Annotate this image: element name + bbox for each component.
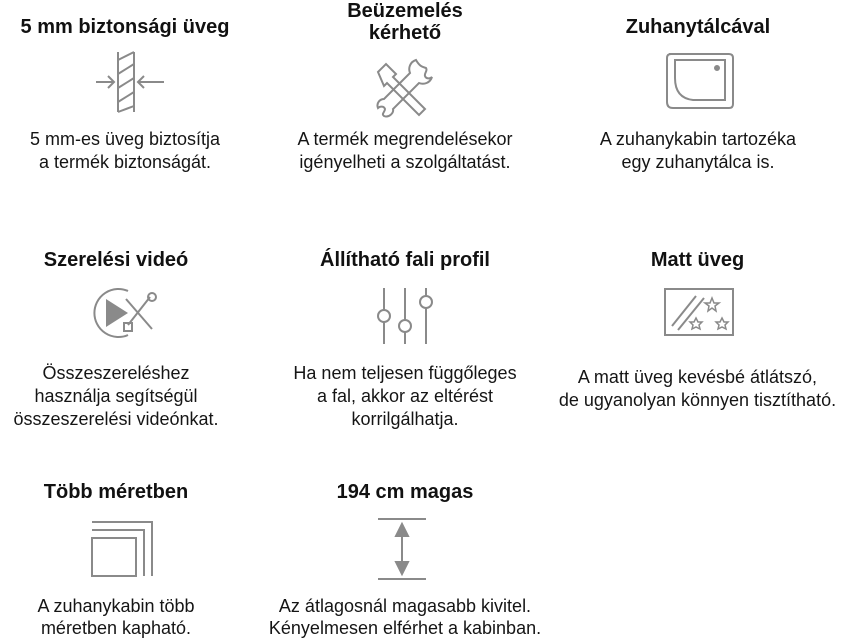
- safety-glass-icon: [94, 46, 166, 118]
- feature-desc-line: igényelheti a szolgáltatást.: [299, 152, 511, 172]
- feature-desc-line: A termék megrendelésekor: [297, 129, 513, 149]
- feature-desc-line: egy zuhanytálca is.: [621, 152, 775, 172]
- shower-tray-icon: [663, 50, 735, 112]
- feature-shower-tray: [573, 0, 823, 200]
- feature-title: 194 cm magas: [336, 481, 474, 503]
- feature-desc-line: A zuhanykabin több: [37, 596, 195, 616]
- installation-tools-icon: [372, 54, 438, 120]
- feature-title: Állítható fali profil: [320, 249, 490, 271]
- feature-title: Matt üveg: [650, 249, 745, 271]
- feature-desc-line: Összeszereléshez: [42, 363, 190, 383]
- feature-title: Zuhanytálcával: [625, 16, 771, 38]
- feature-title: Szerelési videó: [43, 249, 189, 271]
- feature-desc-line: méretben kapható.: [40, 618, 192, 638]
- feature-installation: [280, 0, 530, 200]
- feature-title: Több méretben: [43, 481, 189, 503]
- feature-desc-line: korrilgálhatja.: [351, 409, 459, 429]
- feature-title: 5 mm biztonsági üveg: [20, 16, 230, 38]
- feature-desc-line: A zuhanykabin tartozéka: [599, 129, 797, 149]
- feature-height: [250, 470, 560, 639]
- feature-desc-line: 5 mm-es üveg biztosítja: [29, 129, 221, 149]
- feature-title: kérhető: [368, 22, 442, 44]
- adjustable-profile-icon: [374, 284, 436, 348]
- multiple-sizes-icon: [88, 518, 156, 580]
- feature-safety-glass: [0, 0, 250, 200]
- feature-desc-line: összeszerelési videónkat.: [13, 409, 219, 429]
- feature-desc-line: de ugyanolyan könnyen tisztítható.: [558, 390, 837, 410]
- feature-adjustable-profile: [280, 240, 530, 440]
- feature-desc-line: a termék biztonságát.: [38, 152, 212, 172]
- height-arrow-icon: [374, 516, 430, 582]
- feature-multiple-sizes: [0, 470, 232, 639]
- feature-matte-glass: [540, 240, 855, 440]
- feature-desc-line: Kényelmesen elférhet a kabinban.: [268, 618, 542, 638]
- feature-desc-line: használja segítségül: [34, 386, 198, 406]
- feature-title: Beüzemelés: [347, 0, 463, 22]
- feature-desc-line: a fal, akkor az eltérést: [316, 386, 494, 406]
- feature-assembly-video: [0, 240, 232, 440]
- feature-desc-line: Az átlagosnál magasabb kivitel.: [278, 596, 532, 616]
- feature-desc-line: A matt üveg kevésbé átlátszó,: [577, 367, 818, 387]
- assembly-video-icon: [88, 285, 160, 341]
- matte-glass-icon: [662, 286, 736, 338]
- feature-desc-line: Ha nem teljesen függőleges: [293, 363, 517, 383]
